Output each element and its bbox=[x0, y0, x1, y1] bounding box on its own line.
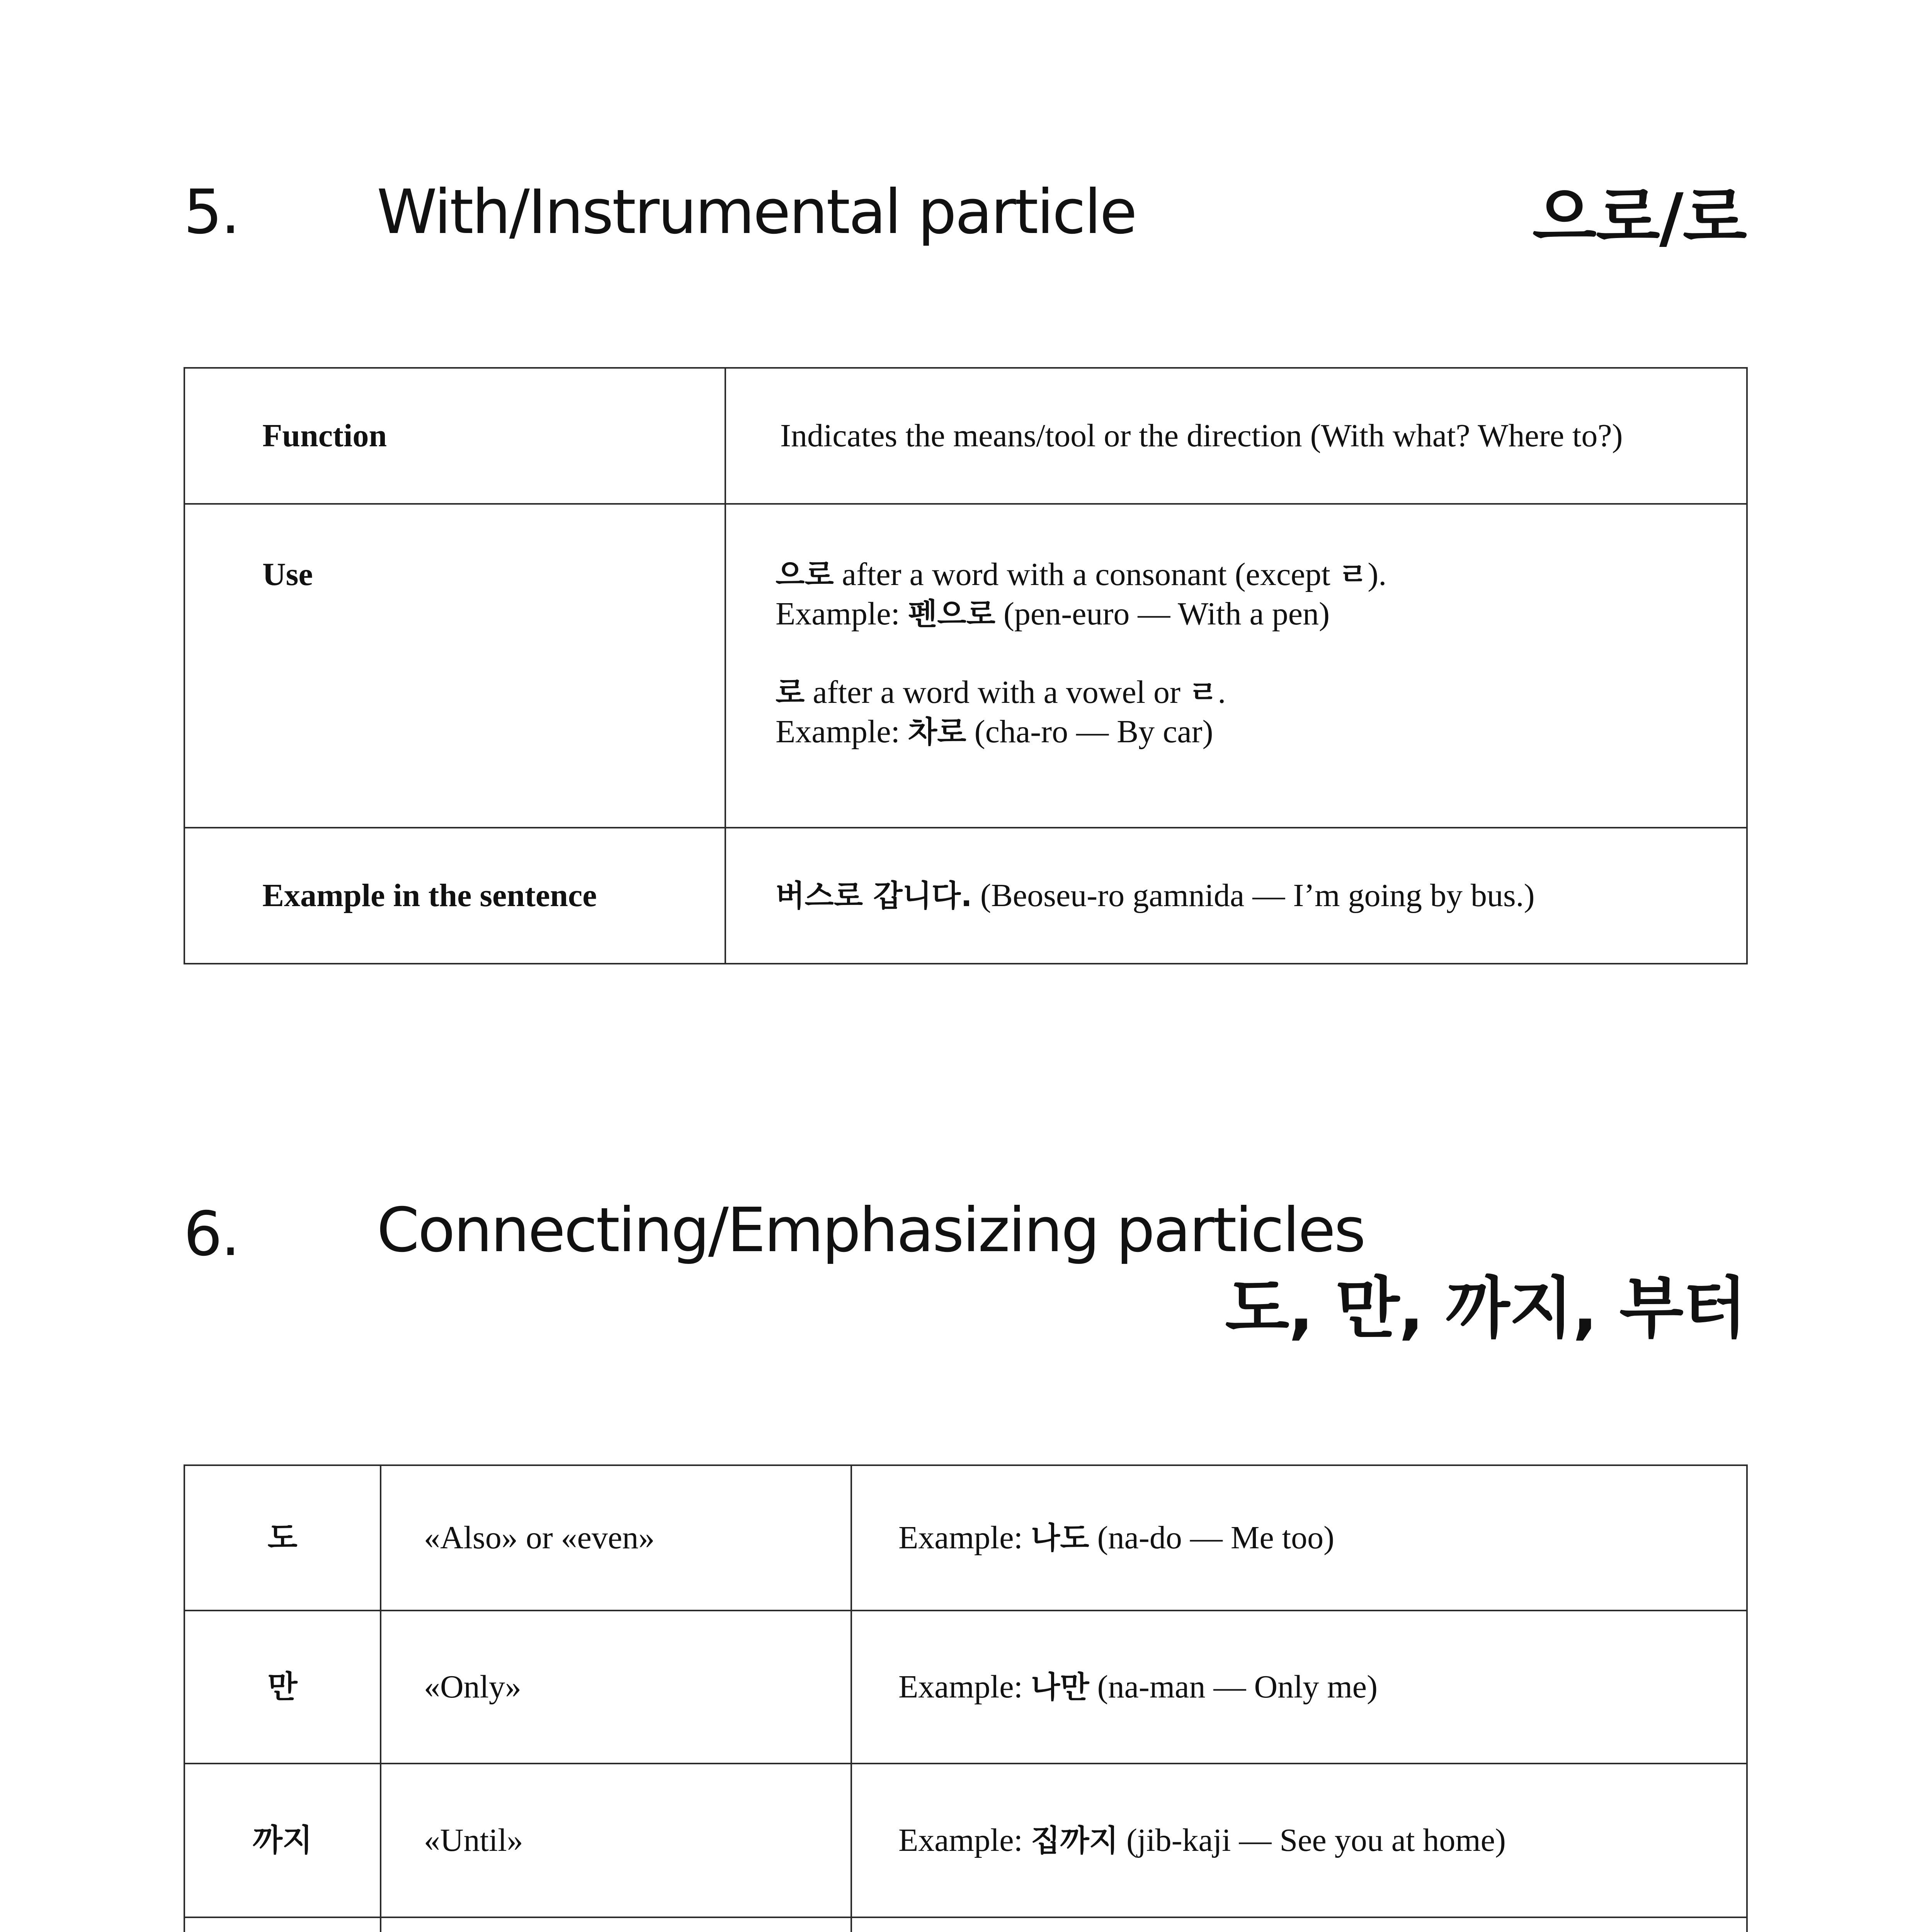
function-label: Function bbox=[184, 368, 725, 504]
table-row bbox=[184, 1611, 1747, 1764]
use-example-car: Example: 차로 (cha-ro — By car) bbox=[776, 714, 1213, 750]
use-text bbox=[725, 504, 1747, 828]
particle-cell: 만 bbox=[184, 1611, 381, 1764]
use-line-vowel: 로 after a word with a vowel or ㄹ. bbox=[776, 674, 1226, 710]
particle-cell: 까지 bbox=[184, 1764, 381, 1917]
particle-cell: 도 bbox=[184, 1465, 381, 1611]
use-example-pen: Example: 펜으로 (pen-euro — With a pen) bbox=[776, 596, 1330, 632]
table-row-sentence bbox=[184, 828, 1747, 964]
meaning-cell: «Also» or «even» bbox=[381, 1465, 851, 1611]
table-row bbox=[184, 1465, 1747, 1611]
meaning-cell: «Only» bbox=[381, 1611, 851, 1764]
function-text: Indicates the means/tool or the direction (With what? Where to?) bbox=[725, 368, 1747, 504]
section-6-number: 6. bbox=[184, 1199, 239, 1270]
table-row-function bbox=[184, 368, 1747, 504]
use-label: Use bbox=[184, 504, 725, 828]
sentence-label: Example in the sentence bbox=[184, 828, 725, 964]
section-6-table bbox=[184, 1464, 1748, 1932]
sentence-text: 버스로 갑니다. (Beoseu-ro gamnida — I’m going by bus.) bbox=[725, 828, 1747, 964]
use-line-consonant: 으로 after a word with a consonant (except ㄹ). bbox=[776, 556, 1387, 592]
example-cell: Example: 나도 (na-do — Me too) bbox=[851, 1465, 1747, 1611]
example-cell bbox=[851, 1917, 1747, 1932]
meaning-cell bbox=[381, 1917, 851, 1932]
table-row-use bbox=[184, 504, 1747, 828]
table-row bbox=[184, 1917, 1747, 1932]
particle-cell bbox=[184, 1917, 381, 1932]
section-5-title: With/Instrumental particle bbox=[377, 177, 1136, 248]
section-5-number: 5. bbox=[184, 177, 239, 248]
section-6-title: Connecting/Emphasizing particles bbox=[377, 1195, 1364, 1266]
example-cell: Example: 나만 (na-man — Only me) bbox=[851, 1611, 1747, 1764]
meaning-cell: «Until» bbox=[381, 1764, 851, 1917]
example-cell: Example: 집까지 (jib-kaji — See you at home) bbox=[851, 1764, 1747, 1917]
table-row bbox=[184, 1764, 1747, 1917]
section-5-korean-title: 으로/로 bbox=[1532, 179, 1746, 257]
section-5-table bbox=[184, 367, 1748, 964]
section-6-korean-title: 도, 만, 까지, 부터 bbox=[1225, 1269, 1746, 1347]
